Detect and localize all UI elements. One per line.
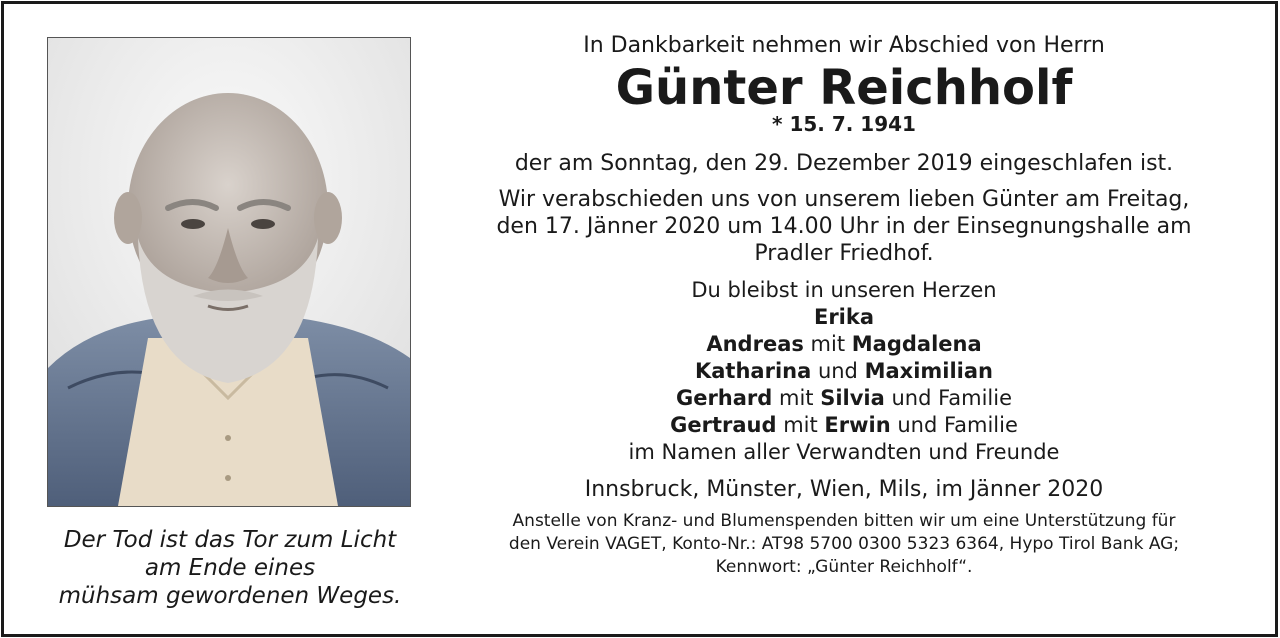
quote-line: mühsam gewordenen Weges. — [58, 583, 402, 609]
funeral-line: Pradler Friedhof. — [754, 241, 934, 266]
connector: mit — [776, 413, 825, 437]
death-line: der am Sonntag, den 29. Dezember 2019 eingeschlafen ist. — [514, 151, 1174, 176]
donation-line: den Verein VAGET, Konto-Nr.: AT98 5700 0300 5323 6364, Hypo Tirol Bank AG; — [508, 534, 1180, 554]
donation-line: Anstelle von Kranz- und Blumenspenden bitten wir um eine Unterstützung für — [512, 511, 1176, 531]
birth-date: * 15. 7. 1941 — [772, 112, 916, 136]
mourner-row — [444, 331, 1244, 358]
mourner-name: Gerhard — [675, 386, 773, 410]
quote-line: Der Tod ist das Tor zum Licht — [63, 527, 397, 553]
mourner-name: Maximilian — [864, 359, 993, 383]
funeral-line: den 17. Jänner 2020 um 14.00 Uhr in der Einsegnungshalle am — [496, 214, 1192, 239]
mourner-row — [444, 385, 1244, 412]
mourner-name: Magdalena — [851, 332, 982, 356]
intro-line: In Dankbarkeit nehmen wir Abschied von Herrn — [583, 33, 1105, 58]
mourner-row — [444, 304, 1244, 331]
mourner-name: Andreas — [706, 332, 804, 356]
mourner-name: Gertraud — [670, 413, 777, 437]
mourner-row — [444, 412, 1244, 439]
obituary-text — [444, 32, 1244, 579]
connector: und — [811, 359, 865, 383]
connector: mit — [803, 332, 852, 356]
suffix: und Familie — [884, 386, 1013, 410]
portrait-photo — [47, 37, 411, 507]
relatives-line: im Namen aller Verwandten und Freunde — [628, 440, 1060, 464]
place-date-line: Innsbruck, Münster, Wien, Mils, im Jänner 2020 — [584, 477, 1104, 502]
hearts-intro: Du bleibst in unseren Herzen — [691, 278, 997, 302]
funeral-line: Wir verabschieden uns von unserem lieben Günter am Freitag, — [498, 187, 1190, 212]
mourner-name: Erika — [813, 305, 875, 329]
mourner-name: Silvia — [820, 386, 885, 410]
donation-note — [444, 510, 1244, 579]
portrait-illustration — [48, 38, 410, 506]
mourners-list — [444, 277, 1244, 466]
mourner-name: Erwin — [824, 413, 891, 437]
funeral-details — [444, 186, 1244, 267]
connector: mit — [772, 386, 821, 410]
mourner-name: Katharina — [694, 359, 812, 383]
mourner-row — [444, 358, 1244, 385]
suffix: und Familie — [890, 413, 1018, 437]
quote — [24, 526, 436, 610]
quote-line: am Ende eines — [144, 555, 316, 581]
obituary-notice — [1, 1, 1278, 637]
donation-line: Kennwort: „Günter Reichholf“. — [715, 557, 973, 577]
deceased-name: Günter Reichholf — [615, 60, 1073, 116]
